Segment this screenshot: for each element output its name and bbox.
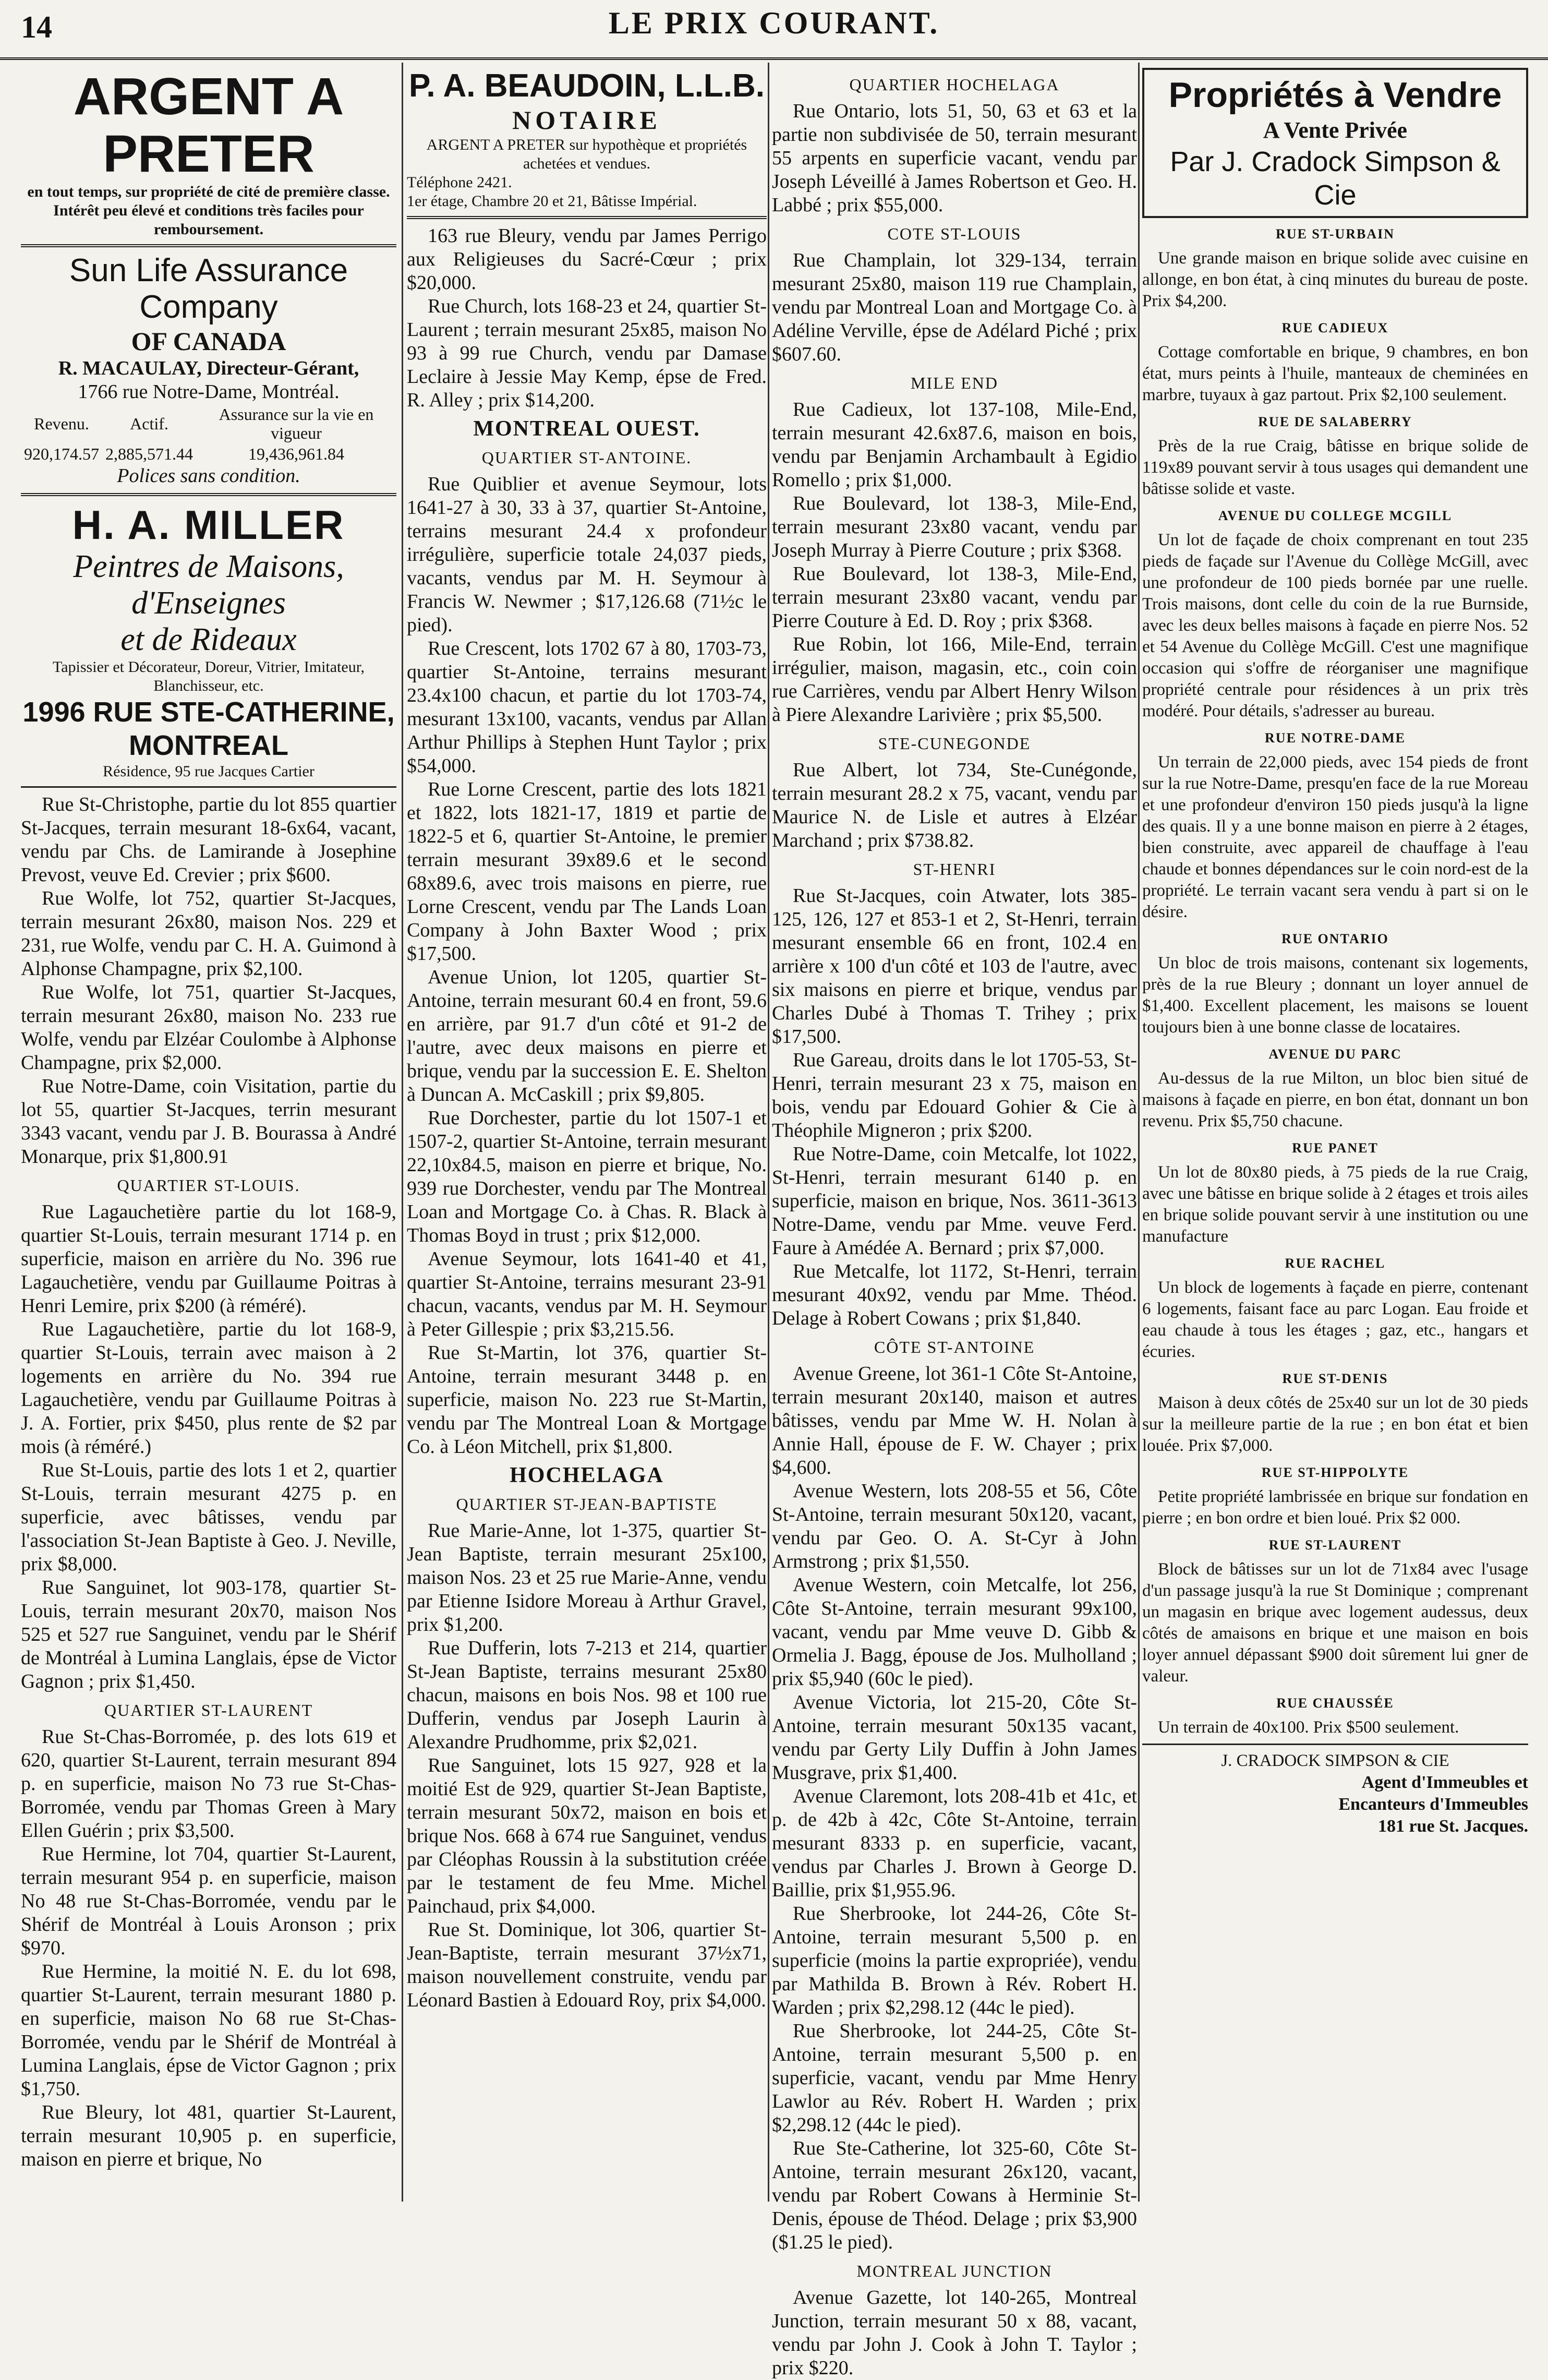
ad-title: P. A. BEAUDOIN, L.L.B. bbox=[408, 68, 765, 104]
list-item: Un block de logements à façade en pierre, contenant 6 logements, faisant face au parc Logan. Eau froide et eau chaude à tous les étages ; gaz, etc., hangars et écuries. bbox=[1142, 1278, 1528, 1361]
list-item: Avenue Seymour, lots 1641-40 et 41, quartier St-Antoine, terrains mesurant 23-91 chacun, vacants, vendus par M. H. Seymour à Peter Gillespie ; prix $3,215.56. bbox=[407, 1248, 767, 1340]
list-item: Rue St-Jacques, coin Atwater, lots 385-125, 126, 127 et 853-1 et 2, St-Henri, terrain mesurant ensemble 66 en front, 102.4 en arrière x 100 d'un côté et 103 de l'autre, avec six maisons en pierre et brique, vendus par Charles Dubé à Thomas T. Trihey ; prix $17,500. bbox=[772, 885, 1137, 1048]
masthead: LE PRIX COURANT. bbox=[608, 6, 940, 40]
section-heading: RUE ST-LAURENT bbox=[1268, 1537, 1402, 1553]
table-header: Assurance sur la vie en vigueur bbox=[219, 405, 374, 442]
section-heading: STE-CUNEGONDE bbox=[878, 734, 1031, 753]
list-item: Avenue Union, lot 1205, quartier St-Antoine, terrain mesurant 60.4 en front, 59.6 en arrière, par 91.7 d'un côté et 91-2 de l'autre, avec deux maisons en pierre et brique, vendu par la succession E. E. Shelton à Duncan A. McCaskill ; prix $9,805. bbox=[407, 966, 767, 1105]
list-item: Rue Hermine, lot 704, quartier St-Laurent, terrain mesurant 954 p. en superficie, maison No 48 rue St-Chas-Borromée, vendu par le Shérif de Montréal à Louis Aronson ; prix $970. bbox=[21, 1843, 396, 1959]
section-heading: RUE ONTARIO bbox=[1281, 931, 1389, 946]
footer-line: Agent d'Immeubles et bbox=[1361, 1773, 1528, 1792]
list-item: Rue Quiblier et avenue Seymour, lots 1641-27 à 30, 33 à 37, quartier St-Antoine, terrains mesurant 24.4 x profondeur irrégulière, superficie totale 24,037 pieds, vacants, vendus par M. H. Seymour à Francis W. Newmer ; $17,126.68 (71½c le pied). bbox=[407, 473, 767, 636]
list-item: Rue Boulevard, lot 138-3, Mile-End, terrain mesurant 23x80 vacant, vendu par Joseph Murray à Pierre Couture ; prix $368. bbox=[772, 492, 1137, 561]
list-item: Rue Albert, lot 734, Ste-Cunégonde, terrain mesurant 28.2 x 75, vacant, vendu par Maurice N. de Lisle et autres à Elzéar Marchand ; prix $738.82. bbox=[772, 759, 1137, 851]
list-item: Maison à deux côtés de 25x40 sur un lot de 30 pieds sur la meilleure partie de la rue ; en bon état et bien louée. Prix $7,000. bbox=[1142, 1393, 1528, 1455]
list-item: Rue Sanguinet, lot 903-178, quartier St-Louis, terrain mesurant 20x70, maison Nos 525 et 527 rue Sanguinet, vendu par le Shérif de Montréal à Lumina Langlais, épse de Victor Gagnon ; prix $1,450. bbox=[21, 1577, 396, 1692]
footer-agent: J. CRADOCK SIMPSON & CIE bbox=[1221, 1751, 1449, 1770]
list-item: Rue Robin, lot 166, Mile-End, terrain irrégulier, maison, magasin, etc., coin coin rue Carrières, vendu par Albert Henry Wilson à Piere Alexandre Larivière ; prix $5,500. bbox=[772, 633, 1137, 726]
list-item: Avenue Gazette, lot 140-265, Montreal Junction, terrain mesurant 50 x 88, vacant, vendu par John J. Cook à John T. Taylor ; prix $220. bbox=[772, 2287, 1137, 2379]
list-item: 163 rue Bleury, vendu par James Perrigo aux Religieuses du Sacré-Cœur ; prix $20,000. bbox=[407, 225, 767, 294]
ad-address: 1766 rue Notre-Dame, Montréal. bbox=[78, 381, 340, 403]
section-heading: HOCHELAGA bbox=[510, 1463, 664, 1487]
list-item: Un lot de façade de choix comprenant en tout 235 pieds de façade sur l'Avenue du Collège McGill, avec une profondeur de 100 pieds bornée par une ruelle. Trois maisons, dont celle du coin de la rue Burnside, avec les deux belles maisons à façade en pierre Nos. 52 et 54 Avenue du Collège McGill. C'est une magnifique occasion qui s'offre de réorganiser une magnifique propriété centrale pour résidences à un prix très modéré. Pour détails, s'adresser au bureau. bbox=[1142, 531, 1528, 720]
footer-line: Encanteurs d'Immeubles bbox=[1338, 1795, 1528, 1814]
ad-director: R. MACAULAY, Directeur-Gérant, bbox=[58, 357, 359, 379]
list-item: Rue Dufferin, lots 7-213 et 214, quartier St-Jean Baptiste, terrains mesurant 25x80 chacun, maisons en bois Nos. 98 et 100 rue Dufferin, vendus par Joseph Laurin à Alexandre Prudhomme, prix $2,021. bbox=[407, 1637, 767, 1753]
section-heading: QUARTIER ST-LOUIS. bbox=[117, 1176, 300, 1195]
footer-address: 181 rue St. Jacques. bbox=[1377, 1817, 1528, 1836]
divider bbox=[1142, 1744, 1528, 1745]
list-item: Rue Marie-Anne, lot 1-375, quartier St-Jean Baptiste, terrain mesurant 25x100, maison Nos. 23 et 25 rue Marie-Anne, vendu par Etienne Isidore Moreau à Arthur Gravel, prix $1,200. bbox=[407, 1520, 767, 1636]
list-item: Rue Lagauchetière, partie du lot 168-9, quartier St-Louis, terrain avec maison à 2 logements en arrière du No. 394 rue Lagauchetière, vendu par Guillaume Poitras à J. A. Fortier, prix $450, plus rente de $2 par mois (à réméré.) bbox=[21, 1318, 396, 1458]
list-item: Rue St-Christophe, partie du lot 855 quartier St-Jacques, terrain mesurant 18-6x64, vacant, vendu par Chs. de Lamirande à Josephine Prevost, veuve Ed. Crevier ; prix $600. bbox=[21, 794, 396, 886]
list-item: Rue Ste-Catherine, lot 325-60, Côte St-Antoine, terrain mesurant 26x120, vacant, vendu par Robert Cowans à Herminie St-Denis, épouse de Théod. Delage ; prix $3,900 ($1.25 le pied). bbox=[772, 2137, 1137, 2253]
section-heading: RUE DE SALABERRY bbox=[1258, 414, 1412, 429]
list-item: Rue Boulevard, lot 138-3, Mile-End, terrain mesurant 23x80 vacant, vendu par Pierre Couture à Ed. D. Roy ; prix $368. bbox=[772, 563, 1137, 632]
list-item: Rue St-Louis, partie des lots 1 et 2, quartier St-Louis, terrain mesurant 4275 p. en superficie, avec bâtisses, vendu par l'association St-Jean Baptiste à Geo. J. Neville, prix $8,000. bbox=[21, 1459, 396, 1575]
ad-beaudoin bbox=[407, 68, 767, 211]
ad-miller bbox=[21, 501, 396, 781]
section-heading: QUARTIER HOCHELAGA bbox=[849, 75, 1060, 94]
list-item: Rue Hermine, la moitié N. E. du lot 698, quartier St-Laurent, terrain mesurant 1880 p. en superficie, maison No 68 rue St-Chas-Borromée, vendu par le Shérif de Montréal à Lumina Langlais, épse de Victor Gagnon ; prix $1,750. bbox=[21, 1961, 396, 2100]
ad-subtitle: A Vente Privée bbox=[1263, 117, 1408, 143]
list-item: Avenue Victoria, lot 215-20, Côte St-Antoine, terrain mesurant 50x135 vacant, vendu par Gerty Lily Duffin à John James Musgrave, prix $1,400. bbox=[772, 1691, 1137, 1784]
financial-table bbox=[21, 404, 396, 464]
ad-note: Polices sans condition. bbox=[117, 465, 300, 487]
divider bbox=[407, 216, 767, 219]
section-heading: RUE ST-URBAIN bbox=[1275, 226, 1395, 242]
page-number: 14 bbox=[21, 10, 52, 44]
list-item: Rue Metcalfe, lot 1172, St-Henri, terrain mesurant 40x92, vendu par Mme. Théod. Delage à Robert Cowans ; prix $1,840. bbox=[772, 1260, 1137, 1329]
column-rule bbox=[768, 63, 769, 2202]
list-item: Rue Notre-Dame, coin Metcalfe, lot 1022, St-Henri, terrain mesurant 6140 p. en superficie, maison en brique, Nos. 3611-3613 Notre-Dame, vendu par Mme. veuve Ferd. Faure à Amédée A. Bernard ; prix $7,000. bbox=[772, 1143, 1137, 1259]
section-heading: QUARTIER ST-JEAN-BAPTISTE bbox=[456, 1495, 718, 1513]
section-heading: RUE CADIEUX bbox=[1281, 320, 1389, 335]
list-item: Rue Lagauchetière partie du lot 168-9, quartier St-Louis, terrain mesurant 1714 p. en superficie, maison en arrière du No. 396 rue Lagauchetière, vendu par Guillaume Poitras à Henri Lemire, prix $200 (à réméré). bbox=[21, 1201, 396, 1317]
ad-subtitle: OF CANADA bbox=[131, 327, 286, 356]
list-item: Près de la rue Craig, bâtisse en brique solide de 119x89 pouvant servir à tous usages qui demandent une bâtisse solide et vaste. bbox=[1142, 437, 1528, 498]
section-heading: RUE PANET bbox=[1292, 1140, 1378, 1156]
list-item: Rue St. Dominique, lot 306, quartier St-Jean-Baptiste, terrain mesurant 37½x71, maison nouvellement construite, vendu par Léonard Bastien à Edouard Roy, prix $4,000. bbox=[407, 1919, 767, 2011]
column-rule bbox=[1138, 63, 1140, 2202]
list-item: Rue Gareau, droits dans le lot 1705-53, St-Henri, terrain mesurant 23 x 75, maison en bois, vendu par Edouard Gohier & Cie à Théophile Migneron ; prix $200. bbox=[772, 1049, 1137, 1141]
ad-line: Peintres de Maisons, d'Enseignes bbox=[73, 549, 344, 621]
ad-phone: Téléphone 2421. bbox=[407, 174, 512, 191]
list-item: Avenue Claremont, lots 208-41b et 41c, et p. de 42b à 42c, Côte St-Antoine, terrain mesurant 8333 p. en superficie, vacant, vendus par Charles J. Brown à George D. Baillie, prix $1,955.96. bbox=[772, 1785, 1137, 1901]
list-item: Un bloc de trois maisons, contenant six logements, près de la rue Bleury ; donnant un loyer annuel de $1,400. Excellent placement, les maisons se louent toujours bien à une bonne classe de locataires. bbox=[1142, 954, 1528, 1037]
list-item: Rue Church, lots 168-23 et 24, quartier St-Laurent ; terrain mesurant 25x85, maison No 93 à 99 rue Church, vendu par Damase Leclaire à Jessie May Kemp, épse de Fred. R. Alley ; prix $14,200. bbox=[407, 295, 767, 411]
section-heading: COTE ST-LOUIS bbox=[887, 224, 1022, 243]
list-item: Petite propriété lambrissée en brique sur fondation en pierre ; en bon ordre et bien loué. Prix $2 000. bbox=[1142, 1487, 1528, 1528]
table-cell: 920,174.57 bbox=[24, 444, 99, 463]
table-cell: 2,885,571.44 bbox=[105, 444, 193, 463]
ad-office: 1er étage, Chambre 20 et 21, Bâtisse Impérial. bbox=[407, 193, 697, 210]
list-item: Avenue Greene, lot 361-1 Côte St-Antoine, terrain mesurant 20x140, maison et autres bâtisses, vendu par Mme W. H. Nolan à Annie Hall, épouse de F. W. Chayer ; prix $4,600. bbox=[772, 1363, 1137, 1479]
column-3 bbox=[772, 68, 1137, 2379]
list-item: Block de bâtisses sur un lot de 71x84 avec l'usage d'un passage jusqu'à la rue St Dominique ; comprenant un magasin en brique avec logement audessus, deux côtés de amaisons en brique et une maison en bois loyer annuel dépassant $900 doit sûrement lui gner de valeur. bbox=[1142, 1560, 1528, 1686]
list-item: Rue Ontario, lots 51, 50, 63 et 63 et la partie non subdivisée de 50, terrain mesurant 55 arpents en superficie vacant, vendu par Joseph Léveillé à James Robertson et Geo. H. Labbé ; prix $55,000. bbox=[772, 100, 1137, 216]
list-item: Rue Champlain, lot 329-134, terrain mesurant 25x80, maison 119 rue Champlain, vendu par Montreal Loan and Mortgage Co. à Adéline Verville, épse de Adélard Piché ; prix $607.60. bbox=[772, 249, 1137, 365]
section-heading: ST-HENRI bbox=[913, 860, 996, 879]
list-item: Un terrain de 40x100. Prix $500 seulement. bbox=[1158, 1718, 1459, 1737]
list-item: Rue Wolfe, lot 751, quartier St-Jacques, terrain mesurant 26x80, maison No. 233 rue Wolfe, vendu par Elzéar Coulombe à Alphonse Champagne, prix $2,000. bbox=[21, 981, 396, 1074]
section-heading: MONTREAL JUNCTION bbox=[856, 2262, 1053, 2280]
list-item: Un lot de 80x80 pieds, à 75 pieds de la rue Craig, avec une bâtisse en brique solide à 2 étages et trois ailes en brique solide pouvant servir à une institution ou une manufacture bbox=[1142, 1163, 1528, 1246]
list-item: Rue Bleury, lot 481, quartier St-Laurent, terrain mesurant 10,905 p. en superficie, maison en pierre et brique, No bbox=[21, 2101, 396, 2170]
list-item: Cottage comfortable en brique, 9 chambres, en bon état, murs peints à l'huile, manteaux de cheminées en marbre, tuyaux à gaz partout. Prix $2,100 seulement. bbox=[1142, 343, 1528, 404]
section-heading: MONTREAL OUEST. bbox=[473, 417, 700, 441]
ad-proprietes bbox=[1142, 68, 1528, 218]
ad-residence: Résidence, 95 rue Jacques Cartier bbox=[103, 763, 315, 780]
divider bbox=[21, 786, 396, 788]
list-item: Une grande maison en brique solide avec cuisine en allonge, en bon état, à cinq minutes du bureau de poste. Prix $4,200. bbox=[1142, 249, 1528, 310]
list-item: Avenue Western, coin Metcalfe, lot 256, Côte St-Antoine, terrain mesurant 99x100, vacant, vendu par Mme veuve D. Gibb & Ormelia J. Bagg, épouse de Jos. Mulholland ; prix $5,940 (60c le pied). bbox=[772, 1574, 1137, 1690]
column-4 bbox=[1142, 68, 1528, 2196]
ad-text: ARGENT A PRETER sur hypothèque et propriétés achetées et vendues. bbox=[426, 136, 747, 172]
list-item: Rue Dorchester, partie du lot 1507-1 et 1507-2, quartier St-Antoine, terrain mesurant 22,10x84.5, maison en pierre et brique, No. 939 rue Dorchester, vendu par The Montreal Loan and Mortgage Co. à Chas. R. Black à Thomas Boyd in trust ; prix $12,000. bbox=[407, 1107, 767, 1246]
divider bbox=[21, 493, 396, 496]
list-item: Au-dessus de la rue Milton, un bloc bien situé de maisons à façade en pierre, en bon état, donnant un bon revenu. Prix $5,750 chacune. bbox=[1142, 1069, 1528, 1131]
ad-title: ARGENT A PRETER bbox=[73, 67, 344, 183]
list-item: Avenue Western, lots 208-55 et 56, Côte St-Antoine, terrain mesurant 50x120, vacant, vendu par Geo. O. A. St-Cyr à John Armstrong ; prix $1,550. bbox=[772, 1480, 1137, 1572]
column-rule bbox=[402, 63, 403, 2202]
list-item: Un terrain de 22,000 pieds, avec 154 pieds de front sur la rue Notre-Dame, presqu'en face de la rue Moreau et une profondeur d'environ 150 pieds jusqu'à la ligne des quais. Il y a une bonne maison en pierre à 2 étages, bien construite, avec appareil de chauffage à l'eau chaude et bonnes dépendances sur le coin nord-est de la propriété. Le terrain vacant sera vendu à part si on le désire. bbox=[1142, 753, 1528, 921]
list-item: Rue Sherbrooke, lot 244-26, Côte St-Antoine, terrain mesurant 5,500 p. en superficie (moins la partie expropriée), vendu par Mathilda B. Brown à Rév. Robert H. Warden ; prix $2,298.12 (44c le pied). bbox=[772, 1903, 1137, 2018]
section-heading: RUE NOTRE-DAME bbox=[1265, 730, 1406, 746]
list-item: Rue St-Martin, lot 376, quartier St-Antoine, terrain mesurant 3448 p. en superficie, maison No. 223 rue St-Martin, vendu par The Montreal Loan & Mortgage Co. à Léon Mitchell, prix $1,800. bbox=[407, 1342, 767, 1458]
section-heading: CÔTE ST-ANTOINE bbox=[874, 1338, 1035, 1356]
section-heading: RUE ST-DENIS bbox=[1282, 1371, 1388, 1386]
page-header bbox=[0, 0, 1548, 60]
ad-title: Propriétés à Vendre bbox=[1168, 75, 1502, 115]
table-cell: 19,436,961.84 bbox=[248, 444, 344, 463]
ad-title: H. A. MILLER bbox=[72, 502, 345, 548]
list-item: Rue Wolfe, lot 752, quartier St-Jacques, terrain mesurant 26x80, maison Nos. 229 et 231, rue Wolfe, vendu par C. H. A. Guimond à Alphonse Champagne, prix $2,100. bbox=[21, 887, 396, 980]
ad-trades: Tapissier et Décorateur, Doreur, Vitrier, Imitateur, Blanchisseur, etc. bbox=[53, 658, 365, 694]
section-heading: MILE END bbox=[911, 374, 998, 392]
list-item: Rue Sherbrooke, lot 244-25, Côte St-Antoine, terrain mesurant 5,500 p. en superficie, vacant, vendu par Mme Henry Lawlor au Rév. Robert H. Warden ; prix $2,298.12 (44c le pied). bbox=[772, 2020, 1137, 2136]
list-item: Rue Crescent, lots 1702 67 à 80, 1703-73, quartier St-Antoine, terrains mesurant 23.4x100 chacun, et partie du lot 1703-74, mesurant 13x100, vacants, vendus par Allan Arthur Phillips à Stephen Hunt Taylor ; prix $54,000. bbox=[407, 638, 767, 777]
list-item: Rue Lorne Crescent, partie des lots 1821 et 1822, lots 1821-17, 1819 et partie de 1822-5 et 6, quartier St-Antoine, le premier terrain mesurant 39x89.6 et le second 68x89.6, avec trois maisons en pierre, rue Lorne Crescent, vendu par The Lands Loan Company à John Baxter Wood ; prix $17,500. bbox=[407, 778, 767, 965]
table-header: Revenu. bbox=[34, 414, 89, 433]
ad-agent: Par J. Cradock Simpson & Cie bbox=[1170, 146, 1501, 211]
column-1 bbox=[21, 68, 396, 2196]
list-item: Rue Sanguinet, lots 15 927, 928 et la moitié Est de 929, quartier St-Jean Baptiste, terrain mesurant 50x72, maison en bois et brique Nos. 668 à 674 rue Sanguinet, vendus par Cléophas Roussin à la substitution créée par le testament de feu Mme. Michel Painchaud, prix $4,000. bbox=[407, 1754, 767, 1917]
divider bbox=[21, 244, 396, 247]
list-item: Rue St-Chas-Borromée, p. des lots 619 et 620, quartier St-Laurent, terrain mesurant 894 p. en superficie, maison No 73 rue St-Chas-Borromée, vendu par Thomas Green à Mary Ellen Guérin ; prix $3,500. bbox=[21, 1726, 396, 1842]
ad-argent-a-preter bbox=[21, 68, 396, 239]
section-heading: AVENUE DU COLLEGE MCGILL bbox=[1218, 508, 1453, 523]
section-heading: RUE ST-HIPPOLYTE bbox=[1261, 1465, 1409, 1480]
section-heading: AVENUE DU PARC bbox=[1268, 1047, 1402, 1062]
list-item: Rue Notre-Dame, coin Visitation, partie du lot 55, quartier St-Jacques, terrin mesurant 3343 vacant, vendu par J. B. Bourassa à André Monarque, prix $1,800.91 bbox=[21, 1075, 396, 1168]
section-heading: QUARTIER ST-LAURENT bbox=[104, 1701, 313, 1720]
section-heading: RUE RACHEL bbox=[1285, 1256, 1386, 1271]
section-heading: QUARTIER ST-ANTOINE. bbox=[481, 448, 692, 467]
ad-subtitle: NOTAIRE bbox=[512, 105, 661, 135]
ad-text: en tout temps, sur propriété de cité de première classe. Intérêt peu élevé et conditions très faciles pour remboursement. bbox=[27, 183, 390, 238]
column-2 bbox=[407, 68, 767, 2196]
ad-line: et de Rideaux bbox=[120, 622, 297, 657]
ad-title: Sun Life Assurance Company bbox=[69, 253, 348, 325]
ad-address: 1996 RUE STE-CATHERINE, MONTREAL bbox=[22, 696, 395, 761]
section-heading: RUE CHAUSSÉE bbox=[1276, 1696, 1394, 1711]
list-item: Rue Cadieux, lot 137-108, Mile-End, terrain mesurant 42.6x87.6, maison en bois, vendu par Benjamin Archambault à Egidio Romello ; prix $1,000. bbox=[772, 399, 1137, 491]
table-header: Actif. bbox=[130, 414, 168, 433]
ad-sun-life bbox=[21, 253, 396, 488]
